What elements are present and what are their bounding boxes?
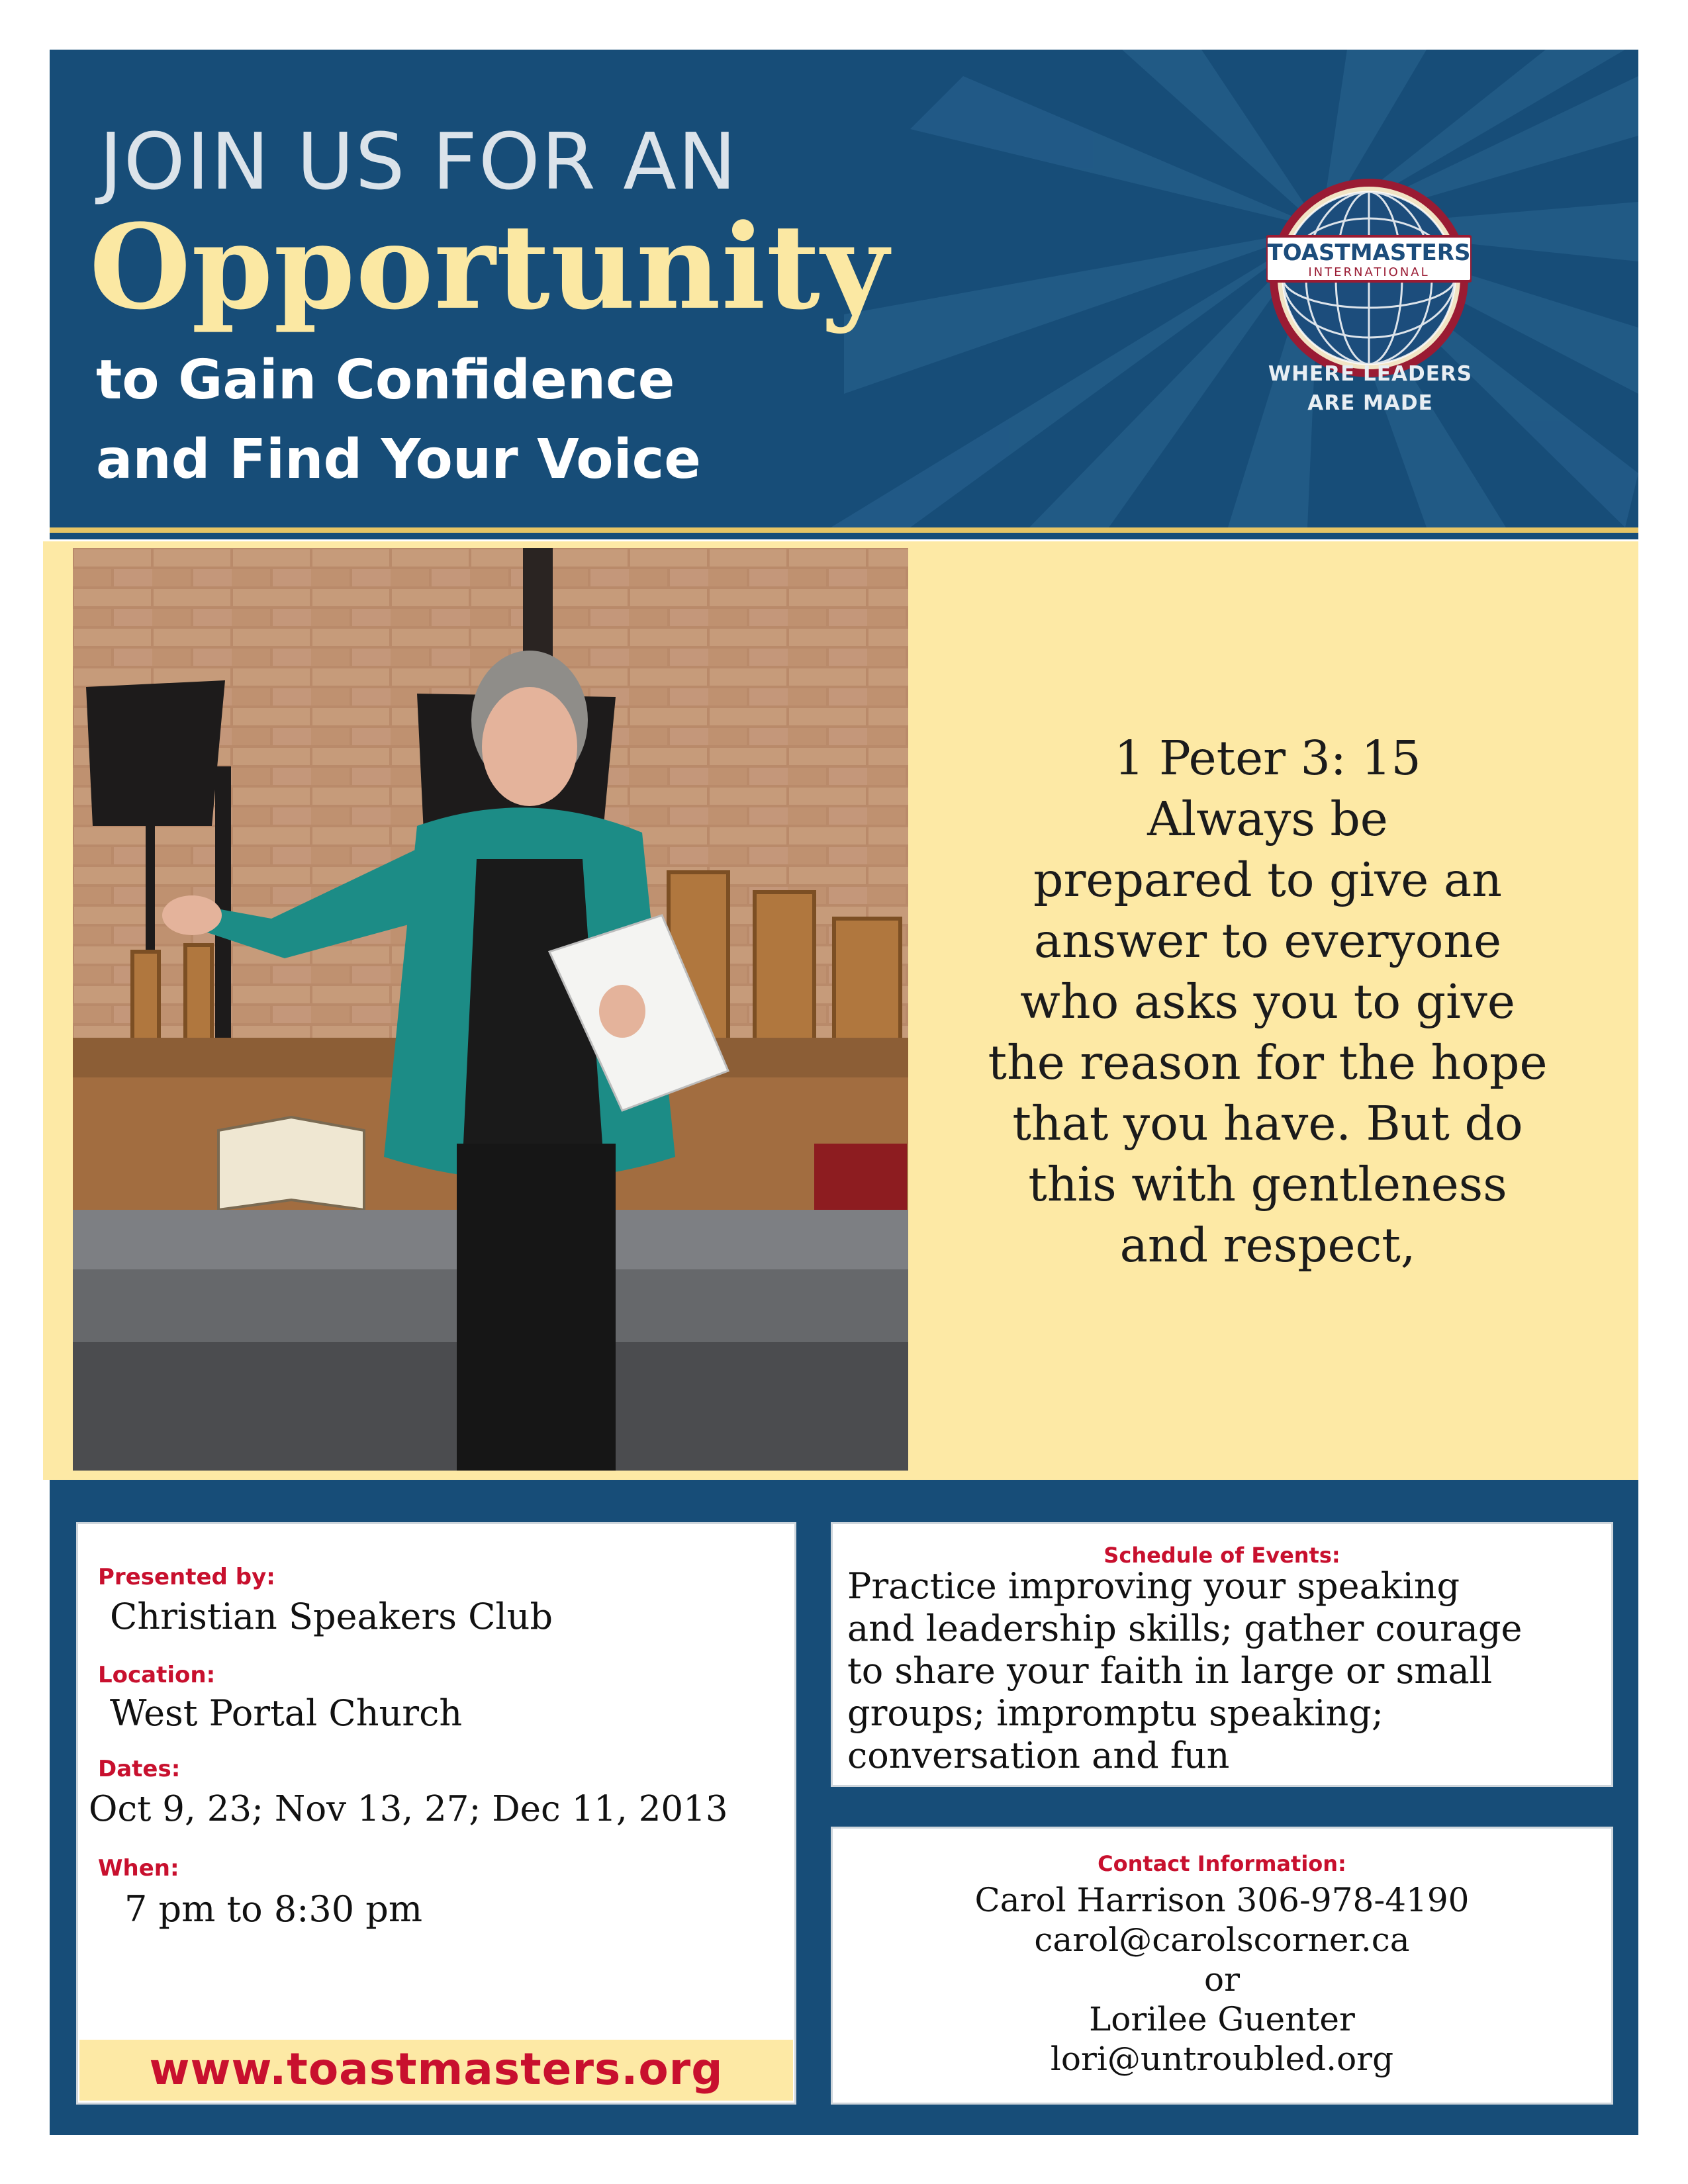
schedule-line: conversation and fun [847, 1735, 1230, 1776]
headline-join-us: JOIN US FOR AN [99, 116, 738, 207]
schedule-line: Practice improving your speaking [847, 1565, 1460, 1607]
bible-verse [927, 728, 1609, 1276]
headline-subtitle [96, 341, 701, 500]
contact-line: Carol Harrison 306-978-4190 [974, 1881, 1470, 1919]
verse-line: Always be [1147, 792, 1388, 846]
event-details-card [76, 1522, 796, 2105]
contact-email[interactable]: carol@carolscorner.ca [1034, 1921, 1410, 1959]
verse-line: and respect, [1119, 1218, 1416, 1273]
website-link[interactable]: www.toastmasters.org [149, 2044, 724, 2095]
verse-line: the reason for the hope [988, 1035, 1548, 1090]
speaker-photo [73, 548, 908, 1471]
dates-value: Oct 9, 23; Nov 13, 27; Dec 11, 2013 [89, 1789, 728, 1829]
navy-divider [50, 533, 1638, 539]
presented-by-value: Christian Speakers Club [110, 1596, 553, 1637]
contact-line: Lorilee Guenter [1089, 2000, 1355, 2038]
schedule-line: to share your faith in large or small [847, 1650, 1493, 1692]
verse-line: 1 Peter 3: 15 [1114, 731, 1421, 786]
website-band [79, 2040, 793, 2101]
contact-title: Contact Information: [1098, 1851, 1346, 1876]
gold-divider [50, 527, 1638, 533]
verse-line: this with gentleness [1028, 1157, 1507, 1212]
schedule-body [847, 1565, 1602, 1777]
contact-email[interactable]: lori@untroubled.org [1050, 2040, 1394, 2078]
logo-name: TOASTMASTERS [1267, 240, 1471, 266]
verse-line: answer to everyone [1033, 913, 1502, 968]
contact-card [831, 1827, 1613, 2105]
subtitle-line-2: and Find Your Voice [96, 428, 701, 491]
subtitle-line-1: to Gain Confidence [96, 349, 675, 412]
when-value: 7 pm to 8:30 pm [124, 1888, 423, 1930]
location-label: Location: [98, 1662, 216, 1688]
logo-sub: INTERNATIONAL [1308, 265, 1430, 279]
when-label: When: [98, 1855, 179, 1882]
contact-line: or [1203, 1960, 1240, 1999]
verse-line: prepared to give an [1033, 852, 1502, 907]
contact-body [833, 1880, 1611, 2079]
verse-line: that you have. But do [1012, 1096, 1523, 1151]
verse-line: who asks you to give [1020, 974, 1515, 1029]
speaker-photo-illustration [73, 548, 908, 1471]
schedule-card [831, 1522, 1613, 1787]
header-banner [50, 50, 1638, 527]
schedule-title: Schedule of Events: [1103, 1543, 1340, 1568]
dates-label: Dates: [98, 1756, 181, 1782]
logo-tagline [1228, 359, 1513, 418]
tagline-line-2: ARE MADE [1307, 391, 1433, 415]
schedule-line: and leadership skills; gather courage [847, 1608, 1523, 1649]
headline-opportunity: Opportunity [89, 199, 890, 336]
location-value: West Portal Church [110, 1692, 463, 1734]
toastmasters-globe-logo [1266, 175, 1472, 381]
presented-by-label: Presented by: [98, 1564, 275, 1590]
schedule-line: groups; impromptu speaking; [847, 1692, 1384, 1734]
tagline-line-1: WHERE LEADERS [1268, 362, 1473, 386]
